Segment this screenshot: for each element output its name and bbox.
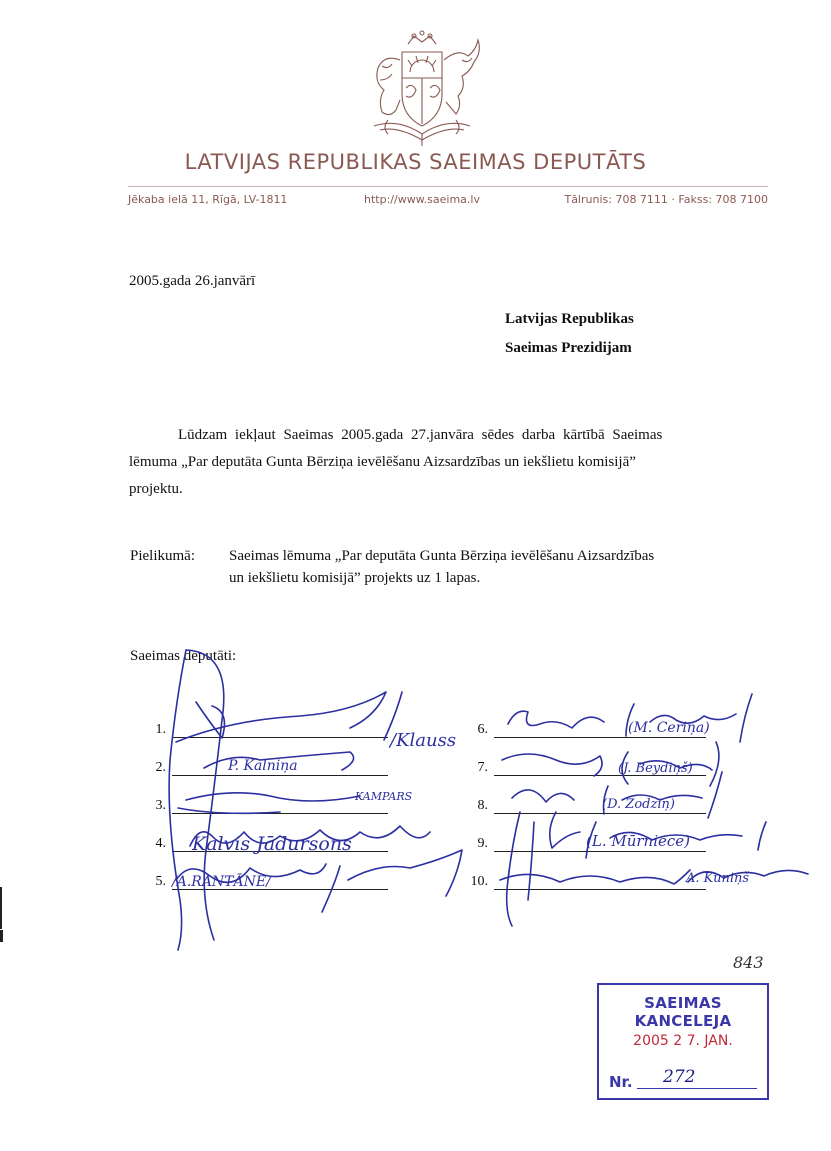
signature-number: 8. <box>477 798 488 813</box>
signature-name: Kalvis Jādursons <box>192 833 352 855</box>
signature-line <box>494 851 706 852</box>
signature-name: P. Kalniņa <box>228 758 298 774</box>
header-address: Jēkaba ielā 11, Rīgā, LV-1811 <box>128 193 288 206</box>
recipient-line-1: Latvijas Republikas <box>505 311 634 327</box>
letter-body <box>129 422 707 503</box>
signature-scribble <box>204 752 354 770</box>
signature-line <box>172 851 388 852</box>
signature-name: (M. Ceriņa) <box>628 720 710 736</box>
signature-scribble <box>508 711 604 728</box>
signature-name: KAMPARS <box>355 790 413 803</box>
recipient-block <box>505 305 634 363</box>
signature-number: 3. <box>155 798 166 813</box>
signature-scribble <box>610 832 742 840</box>
recipient-line-2: Saeimas Prezidijam <box>505 340 632 356</box>
signature-scribble <box>626 694 752 742</box>
stamp-date: 2005 2 7. JAN. <box>633 1033 733 1049</box>
signature-number: 4. <box>155 836 166 851</box>
signature-line <box>494 889 706 890</box>
body-line-3: projektu. <box>129 481 183 497</box>
signature-scribble <box>384 692 402 740</box>
signature-scribble <box>650 714 736 723</box>
signature-number: 7. <box>477 760 488 775</box>
stamp-nr-label: Nr. <box>609 1073 633 1091</box>
stamp-nr-value: 272 <box>663 1067 696 1087</box>
signature-name: (J. Beydiņš) <box>618 761 693 776</box>
letter-date: 2005.gada 26.janvārī <box>129 273 256 289</box>
signature-scribble <box>176 692 386 742</box>
signature-scribble <box>688 870 808 882</box>
signature-scribble <box>186 793 360 801</box>
coat-of-arms-icon <box>358 30 486 148</box>
signature-line <box>172 775 388 776</box>
signature-scribble <box>502 754 602 776</box>
attachment-label: Pielikumā: <box>130 548 195 564</box>
signature-name: A. Kuniņš <box>686 871 750 886</box>
signature-scribble <box>604 772 723 818</box>
received-stamp <box>597 983 769 1100</box>
body-line-2: lēmuma „Par deputāta Gunta Bērziņa ievēlēšanu Aizsardzības un iekšlietu komisijā” <box>129 454 636 470</box>
signature-number: 9. <box>477 836 488 851</box>
attachment-text <box>229 545 654 589</box>
signature-scribble <box>500 870 690 884</box>
signature-name: /A.RANTĀNE/ <box>172 874 271 890</box>
scan-edge-mark <box>0 887 6 929</box>
handwritten-doc-number: 843 <box>733 953 764 972</box>
signature-number: 5. <box>155 874 166 889</box>
stamp-nr-line <box>637 1088 757 1089</box>
scan-edge-mark <box>0 930 7 942</box>
signatures-heading: Saeimas deputāti: <box>130 648 237 664</box>
signature-scribble <box>512 790 574 802</box>
signature-name: (L. Mūrniece) <box>586 832 691 850</box>
signature-number: 2. <box>155 760 166 775</box>
signature-scribble <box>622 742 719 786</box>
signature-line <box>494 737 706 738</box>
signature-scribble <box>176 864 326 882</box>
signature-scribble <box>586 822 766 858</box>
header-website: http://www.saeima.lv <box>364 193 480 206</box>
stamp-title: SAEIMAS KANCELEJA <box>634 994 732 1030</box>
signature-line <box>172 813 388 814</box>
signature-scribble <box>169 650 186 950</box>
signature-scribble <box>550 812 580 848</box>
header-phone-fax: Tālrunis: 708 7111 · Fakss: 708 7100 <box>564 193 768 206</box>
signature-scribble <box>622 795 702 800</box>
signature-line <box>172 889 388 890</box>
attachment-line-2: un iekšlietu komisijā” projekts uz 1 lapas. <box>229 570 481 586</box>
signature-line <box>494 813 706 814</box>
signature-scribble <box>196 702 224 738</box>
body-line-1: Lūdzam iekļaut Saeimas 2005.gada 27.janvāra sēdes darba kārtībā Saeimas <box>178 427 663 443</box>
signature-name: (D. Zodziņ) <box>602 797 675 812</box>
signature-scribble <box>640 761 712 770</box>
organization-title: LATVIJAS REPUBLIKAS SAEIMAS DEPUTĀTS <box>184 150 647 174</box>
signature-number: 10. <box>470 874 488 889</box>
attachment-line-1: Saeimas lēmuma „Par deputāta Gunta Bērziņa ievēlēšanu Aizsardzības <box>229 548 655 564</box>
signature-line <box>172 737 388 738</box>
signature-scribble <box>190 826 430 846</box>
signature-number: 6. <box>477 722 488 737</box>
signature-scribble <box>186 650 224 940</box>
signature-name: /Klauss <box>390 730 457 751</box>
signature-scribble <box>507 812 534 926</box>
header-divider <box>128 186 768 187</box>
signature-line <box>494 775 706 776</box>
signature-number: 1. <box>155 722 166 737</box>
